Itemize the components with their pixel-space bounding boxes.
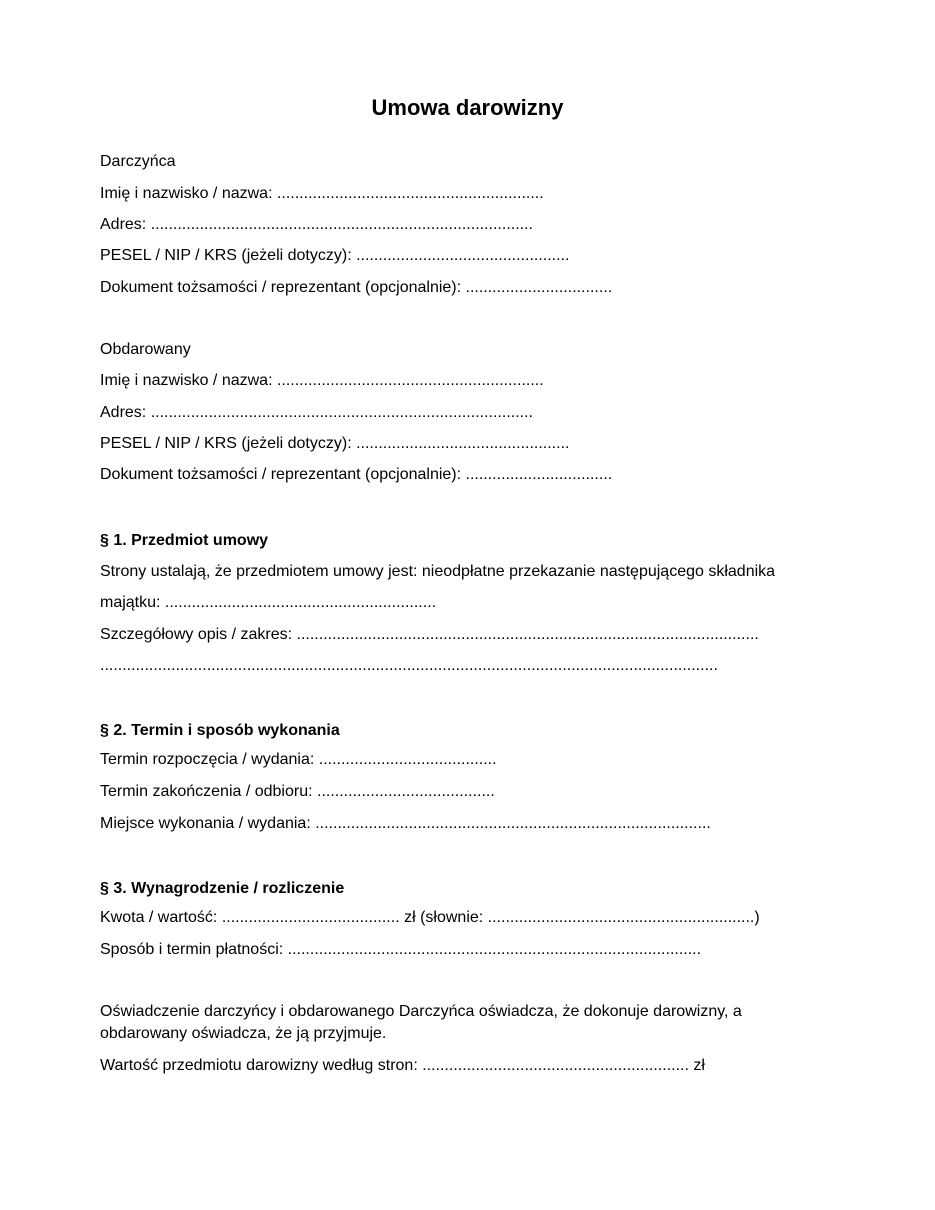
declaration-value-field: Wartość przedmiotu darowizny według stron: ............................................................ zł bbox=[100, 1057, 705, 1074]
section3-amount-field: Kwota / wartość: ........................................ zł (słownie: ............................................................) bbox=[100, 909, 760, 926]
section3-heading: § 3. Wynagrodzenie / rozliczenie bbox=[100, 880, 345, 897]
section3-payment-field: Sposób i termin płatności: ............................................................................................. bbox=[100, 941, 702, 958]
donee-address-field: Adres: ...................................................................................... bbox=[100, 404, 533, 421]
donor-name-field: Imię i nazwisko / nazwa: ............................................................ bbox=[100, 185, 544, 202]
declaration-text: Oświadczenie darczyńcy i obdarowanego Darczyńca oświadcza, że dokonuje darowizny, a obdarowany oświadcza, że ją przyjmuje. bbox=[100, 1003, 742, 1042]
donor-document-field: Dokument tożsamości / reprezentant (opcjonalnie): ................................. bbox=[100, 279, 613, 296]
section2-place-field: Miejsce wykonania / wydania: ......................................................................................... bbox=[100, 815, 711, 832]
section2-end-field: Termin zakończenia / odbioru: ........................................ bbox=[100, 783, 495, 800]
section1-heading: § 1. Przedmiot umowy bbox=[100, 532, 269, 549]
donor-address-field: Adres: ...................................................................................... bbox=[100, 216, 533, 233]
section1-line2: majątku: ............................................................. bbox=[100, 594, 437, 611]
section1-line1: Strony ustalają, że przedmiotem umowy jest: nieodpłatne przekazanie następującego składnika bbox=[100, 563, 776, 580]
section1-line4: ........................................................................................................................................... bbox=[100, 657, 718, 674]
donor-heading: Darczyńca bbox=[100, 153, 176, 170]
section1-line3: Szczegółowy opis / zakres: ........................................................................................................ bbox=[100, 626, 759, 643]
donee-name-field: Imię i nazwisko / nazwa: ............................................................ bbox=[100, 372, 544, 389]
donee-document-field: Dokument tożsamości / reprezentant (opcjonalnie): ................................. bbox=[100, 466, 613, 483]
section2-start-field: Termin rozpoczęcia / wydania: ........................................ bbox=[100, 751, 497, 768]
document-title: Umowa darowizny bbox=[371, 95, 564, 120]
donee-heading: Obdarowany bbox=[100, 341, 191, 358]
section2-heading: § 2. Termin i sposób wykonania bbox=[100, 722, 340, 739]
donor-ids-field: PESEL / NIP / KRS (jeżeli dotyczy): ................................................ bbox=[100, 247, 570, 264]
donee-ids-field: PESEL / NIP / KRS (jeżeli dotyczy): ................................................ bbox=[100, 435, 570, 452]
